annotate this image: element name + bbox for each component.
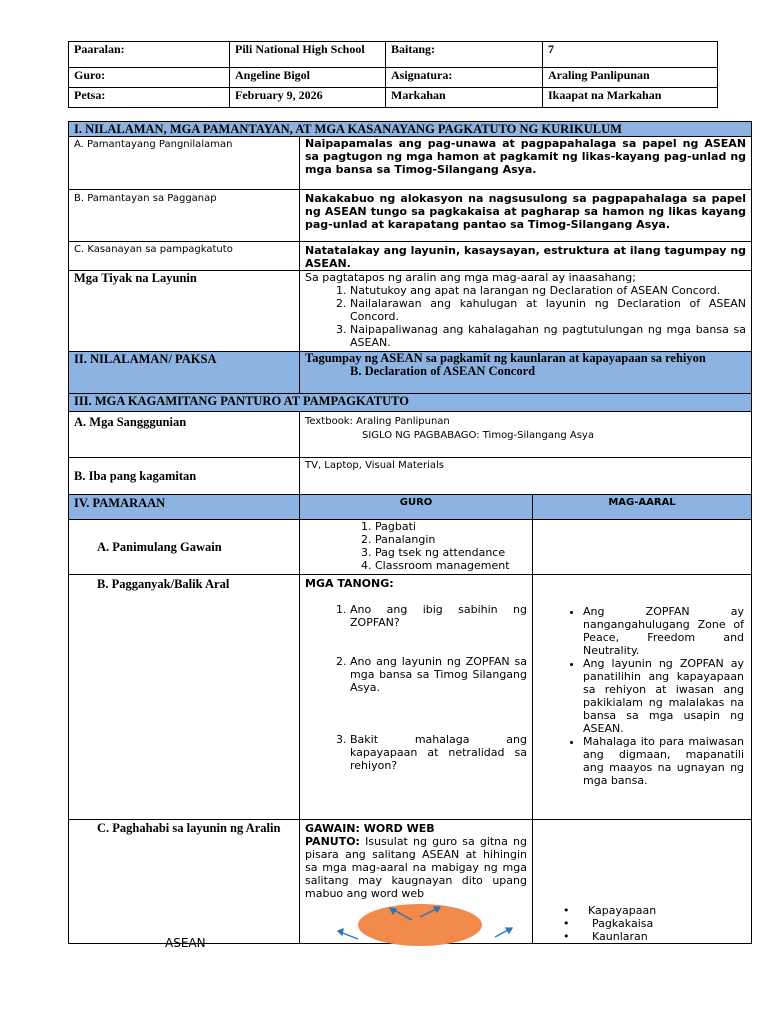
list-item: • Kapayapaan xyxy=(563,904,657,917)
pamantayang-pangnilalaman-value: Naipapamalas ang pag-unawa at pagpapahalaga sa papel ng ASEAN sa pagtugon ng mga hamon at pagkamit ng likas-kayang pag-unlad ng mga bansa sa Timog-Silangang Asya. xyxy=(300,137,752,190)
section1-title: I. NILALAMAN, MGA PAMANTAYAN, AT MGA KASANAYANG PAGKATUTO NG KURIKULUM xyxy=(69,122,752,137)
list-item: 1. Ano ang ibig sabihin ng ZOPFAN? xyxy=(350,603,527,629)
panimulang-gawain-label: A. Panimulang Gawain xyxy=(69,520,300,575)
section2-content xyxy=(300,352,752,394)
pagganyak-magaaral-content xyxy=(533,575,752,820)
section2-sub: B. Declaration of ASEAN Concord xyxy=(350,364,536,378)
paghahabi-magaaral-content xyxy=(533,820,752,944)
baitang-value: 7 xyxy=(543,42,718,68)
tiyak-na-layunin-content xyxy=(300,271,752,352)
section3-title: III. MGA KAGAMITANG PANTURO AT PAMPAGKATUTO xyxy=(69,394,752,412)
iba-pang-kagamitan-label: B. Iba pang kagamitan xyxy=(69,458,300,495)
section2-label: II. NILALAMAN/ PAKSA xyxy=(69,352,300,394)
paaralan-label: Paaralan: xyxy=(69,42,230,68)
panimulang-magaaral-cell xyxy=(533,520,752,575)
list-item: • Ang layunin ng ZOPFAN ay panatilihin ang kapayapaan sa rehiyon at iwasan ang pakikialam ng malalakas na bansa sa mga usapin ng ASEAN. xyxy=(583,657,744,735)
pagganyak-guro-content xyxy=(300,575,533,820)
kasanayan-label: C. Kasanayan sa pampagkatuto xyxy=(69,242,300,271)
answers-list xyxy=(538,605,746,787)
sanggunian-value xyxy=(300,412,752,458)
paghahabi-label xyxy=(69,820,300,944)
list-item: 3. Pag tsek ng attendance xyxy=(375,546,527,559)
sanggunian-line2: SIGLO NG PAGBABAGO: Timog-Silangang Asya xyxy=(362,430,594,441)
kasanayan-value: Natatalakay ang layunin, kasaysayan, estruktura at ilang tagumpay ng ASEAN. xyxy=(300,242,752,271)
magaaral-column-header: MAG-AARAL xyxy=(533,495,752,520)
list-item: 1. Pagbati xyxy=(375,520,527,533)
guro-column-header: GURO xyxy=(300,495,533,520)
word-web-answers xyxy=(538,904,746,943)
asean-oval xyxy=(358,904,482,946)
mga-tanong-heading: MGA TANONG: xyxy=(305,577,394,590)
list-item: • Ang ZOPFAN ay nangangahulugang Zone of Peace, Freedom and Neutrality. xyxy=(583,605,744,657)
asignatura-value: Araling Panlipunan xyxy=(543,68,718,88)
gawain-heading: GAWAIN: WORD WEB xyxy=(305,822,435,835)
questions-list xyxy=(305,603,527,772)
panuto-label: PANUTO: xyxy=(305,835,360,848)
tiyak-na-layunin-label: Mga Tiyak na Layunin xyxy=(69,271,300,352)
list-item: 2. Nailalarawan ang kahulugan at layunin ng Declaration of ASEAN Concord. xyxy=(350,297,746,323)
panimulang-list xyxy=(305,520,527,572)
panuto-text xyxy=(305,835,527,900)
guro-label: Guro: xyxy=(69,68,230,88)
list-item: 1. Natutukoy ang apat na larangan ng Declaration of ASEAN Concord. xyxy=(350,284,746,297)
baitang-label: Baitang: xyxy=(386,42,543,68)
pagganyak-label: B. Pagganyak/Balik Aral xyxy=(69,575,300,820)
lesson-plan-table xyxy=(68,121,752,944)
list-item: 2. Ano ang layunin ng ZOPFAN sa mga bansa sa Timog Silangang Asya. xyxy=(350,655,527,694)
paaralan-value: Pili National High School xyxy=(230,42,386,68)
asignatura-label: Asignatura: xyxy=(386,68,543,88)
header-table xyxy=(68,41,718,108)
pamantayang-pangnilalaman-label: A. Pamantayang Pangnilalaman xyxy=(69,137,300,190)
list-item: • Kaunlaran xyxy=(563,930,648,943)
list-item: 3. Bakit mahalaga ang kapayapaan at netralidad sa rehiyon? xyxy=(350,733,527,772)
list-item: 4. Classroom management xyxy=(375,559,527,572)
markahan-value: Ikaapat na Markahan xyxy=(543,88,718,108)
section2-value: Tagumpay ng ASEAN sa pagkamit ng kaunlaran at kapayapaan sa rehiyon xyxy=(305,351,706,365)
list-item: • Pagkakaisa xyxy=(563,917,654,930)
pamantayan-sa-pagganap-label: B. Pamantayan sa Pagganap xyxy=(69,190,300,242)
list-item: • Mahalaga ito para maiwasan ang digmaan, mapanatili ang maayos na ugnayan ng mga bansa. xyxy=(583,735,744,787)
panuto-body: Isusulat ng guro sa gitna ng pisara ang salitang ASEAN at hihingin sa mga mag-aaral na mabigay ng mga salitang may kaugnayan dito upang mabuo ang word web xyxy=(305,835,527,900)
pamantayan-sa-pagganap-value: Nakakabuo ng alokasyon na nagsusulong sa pagpapahalaga sa papel ng ASEAN tungo sa pagkakaisa at pagharap sa hamon ng likas kayang pag-unlad at karapatang pantao sa Timog-Silangang Asya. xyxy=(300,190,752,242)
list-item: 2. Panalangin xyxy=(375,533,527,546)
asean-label: ASEAN xyxy=(165,936,206,950)
panimulang-gawain-content xyxy=(300,520,533,575)
sanggunian-label: A. Mga Sangggunian xyxy=(69,412,300,458)
guro-value: Angeline Bigol xyxy=(230,68,386,88)
iba-pang-kagamitan-value: TV, Laptop, Visual Materials xyxy=(300,458,752,495)
tiyak-intro: Sa pagtatapos ng aralin ang mga mag-aaral ay inaasahang; xyxy=(305,271,636,284)
petsa-label: Petsa: xyxy=(69,88,230,108)
markahan-label: Markahan xyxy=(386,88,543,108)
word-web-diagram xyxy=(330,900,530,950)
tiyak-list xyxy=(305,284,746,349)
petsa-value: February 9, 2026 xyxy=(230,88,386,108)
paghahabi-label-text: C. Paghahabi sa layunin ng Aralin xyxy=(97,821,281,835)
sanggunian-line1: Textbook: Araling Panlipunan xyxy=(305,416,450,427)
list-item: 3. Naipapaliwanag ang kahalagahan ng pagtutulungan ng mga bansa sa ASEAN. xyxy=(350,323,746,349)
section4-title: IV. PAMARAAN xyxy=(69,495,300,520)
